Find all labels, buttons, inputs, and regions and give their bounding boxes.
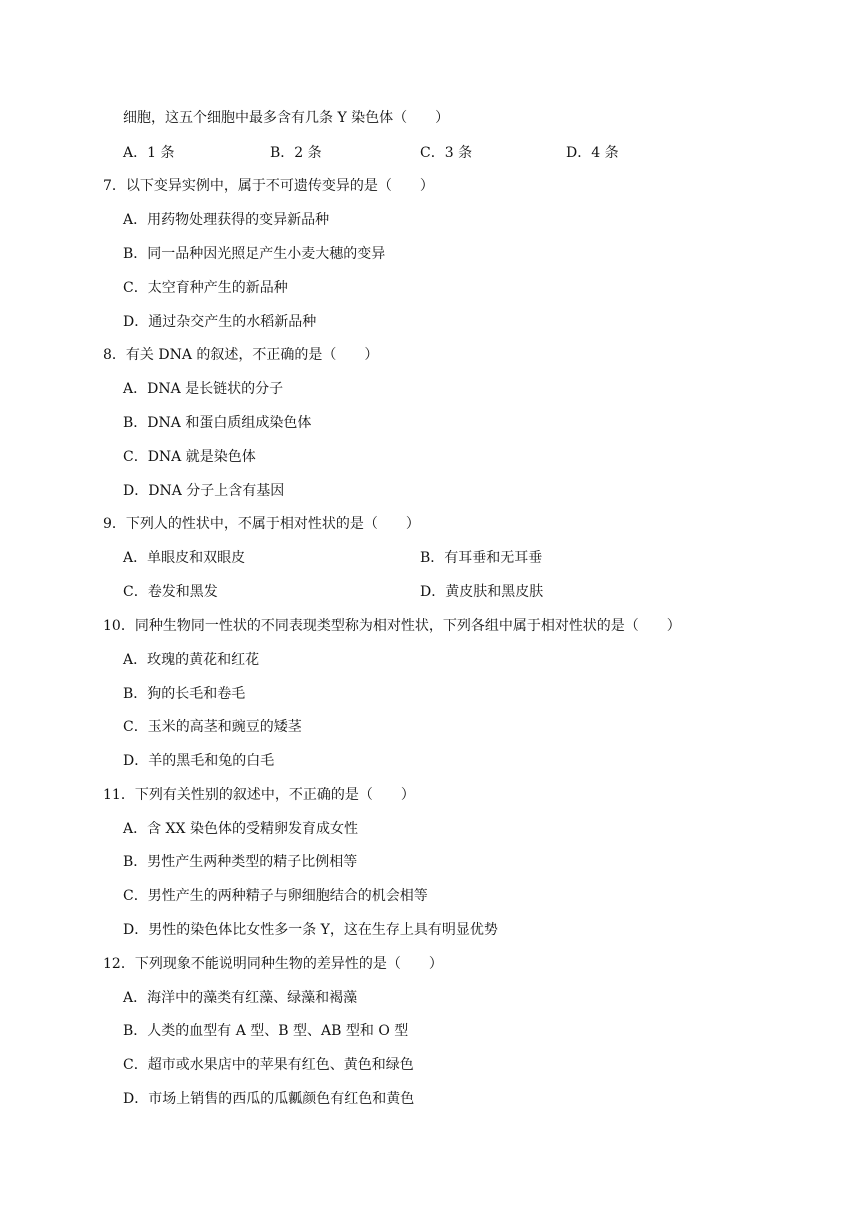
question-12-option-a: A．海洋中的藻类有红藻、绿藻和褐藻 bbox=[123, 990, 358, 1006]
question-10-option-a: A．玫瑰的黄花和红花 bbox=[123, 652, 260, 668]
question-6-option-a: A．1 条 bbox=[123, 145, 175, 161]
question-10-option-c: C．玉米的高茎和豌豆的矮茎 bbox=[123, 719, 302, 735]
question-9-option-a: A．单眼皮和双眼皮 bbox=[123, 550, 246, 566]
question-11-stem: 11．下列有关性别的叙述中，不正确的是（ ） bbox=[103, 787, 415, 803]
question-7-option-a: A．用药物处理获得的变异新品种 bbox=[123, 212, 330, 228]
question-12-option-b: B．人类的血型有 A 型、B 型、AB 型和 O 型 bbox=[123, 1023, 409, 1039]
question-6-option-b: B．2 条 bbox=[270, 145, 322, 161]
question-7-option-d: D．通过杂交产生的水稻新品种 bbox=[123, 314, 317, 330]
question-11-option-d: D．男性的染色体比女性多一条 Y，这在生存上具有明显优势 bbox=[123, 922, 498, 938]
question-8-option-c: C．DNA 就是染色体 bbox=[123, 449, 256, 465]
question-8-stem: 8．有关 DNA 的叙述，不正确的是（ ） bbox=[103, 347, 379, 363]
question-8-option-d: D．DNA 分子上含有基因 bbox=[123, 483, 285, 499]
question-6-stem-continuation: 细胞，这五个细胞中最多含有几条 Y 染色体（ ） bbox=[123, 110, 450, 126]
question-12-stem: 12．下列现象不能说明同种生物的差异性的是（ ） bbox=[103, 956, 443, 972]
question-12-option-d: D．市场上销售的西瓜的瓜瓤颜色有红色和黄色 bbox=[123, 1091, 415, 1107]
question-12-option-c: C．超市或水果店中的苹果有红色、黄色和绿色 bbox=[123, 1057, 414, 1073]
question-9-option-d: D．黄皮肤和黑皮肤 bbox=[420, 584, 544, 600]
question-7-option-b: B．同一品种因光照足产生小麦大穗的变异 bbox=[123, 246, 386, 262]
question-9-stem: 9．下列人的性状中，不属于相对性状的是（ ） bbox=[103, 516, 420, 532]
question-7-stem: 7．以下变异实例中，属于不可遗传变异的是（ ） bbox=[103, 178, 434, 194]
question-6-option-c: C．3 条 bbox=[420, 145, 473, 161]
question-9-option-b: B．有耳垂和无耳垂 bbox=[420, 550, 543, 566]
question-10-option-d: D．羊的黑毛和兔的白毛 bbox=[123, 753, 275, 769]
question-11-option-a: A．含 XX 染色体的受精卵发育成女性 bbox=[123, 821, 358, 837]
question-10-stem: 10．同种生物同一性状的不同表现类型称为相对性状，下列各组中属于相对性状的是（ ） bbox=[103, 618, 681, 634]
question-11-option-b: B．男性产生两种类型的精子比例相等 bbox=[123, 854, 358, 870]
question-9-option-c: C．卷发和黑发 bbox=[123, 584, 218, 600]
question-10-option-b: B．狗的长毛和卷毛 bbox=[123, 686, 246, 702]
question-11-option-c: C．男性产生的两种精子与卵细胞结合的机会相等 bbox=[123, 888, 428, 904]
question-8-option-a: A．DNA 是长链状的分子 bbox=[123, 381, 284, 397]
question-6-option-d: D．4 条 bbox=[566, 145, 619, 161]
question-8-option-b: B．DNA 和蛋白质组成染色体 bbox=[123, 415, 312, 431]
question-7-option-c: C．太空育种产生的新品种 bbox=[123, 280, 288, 296]
